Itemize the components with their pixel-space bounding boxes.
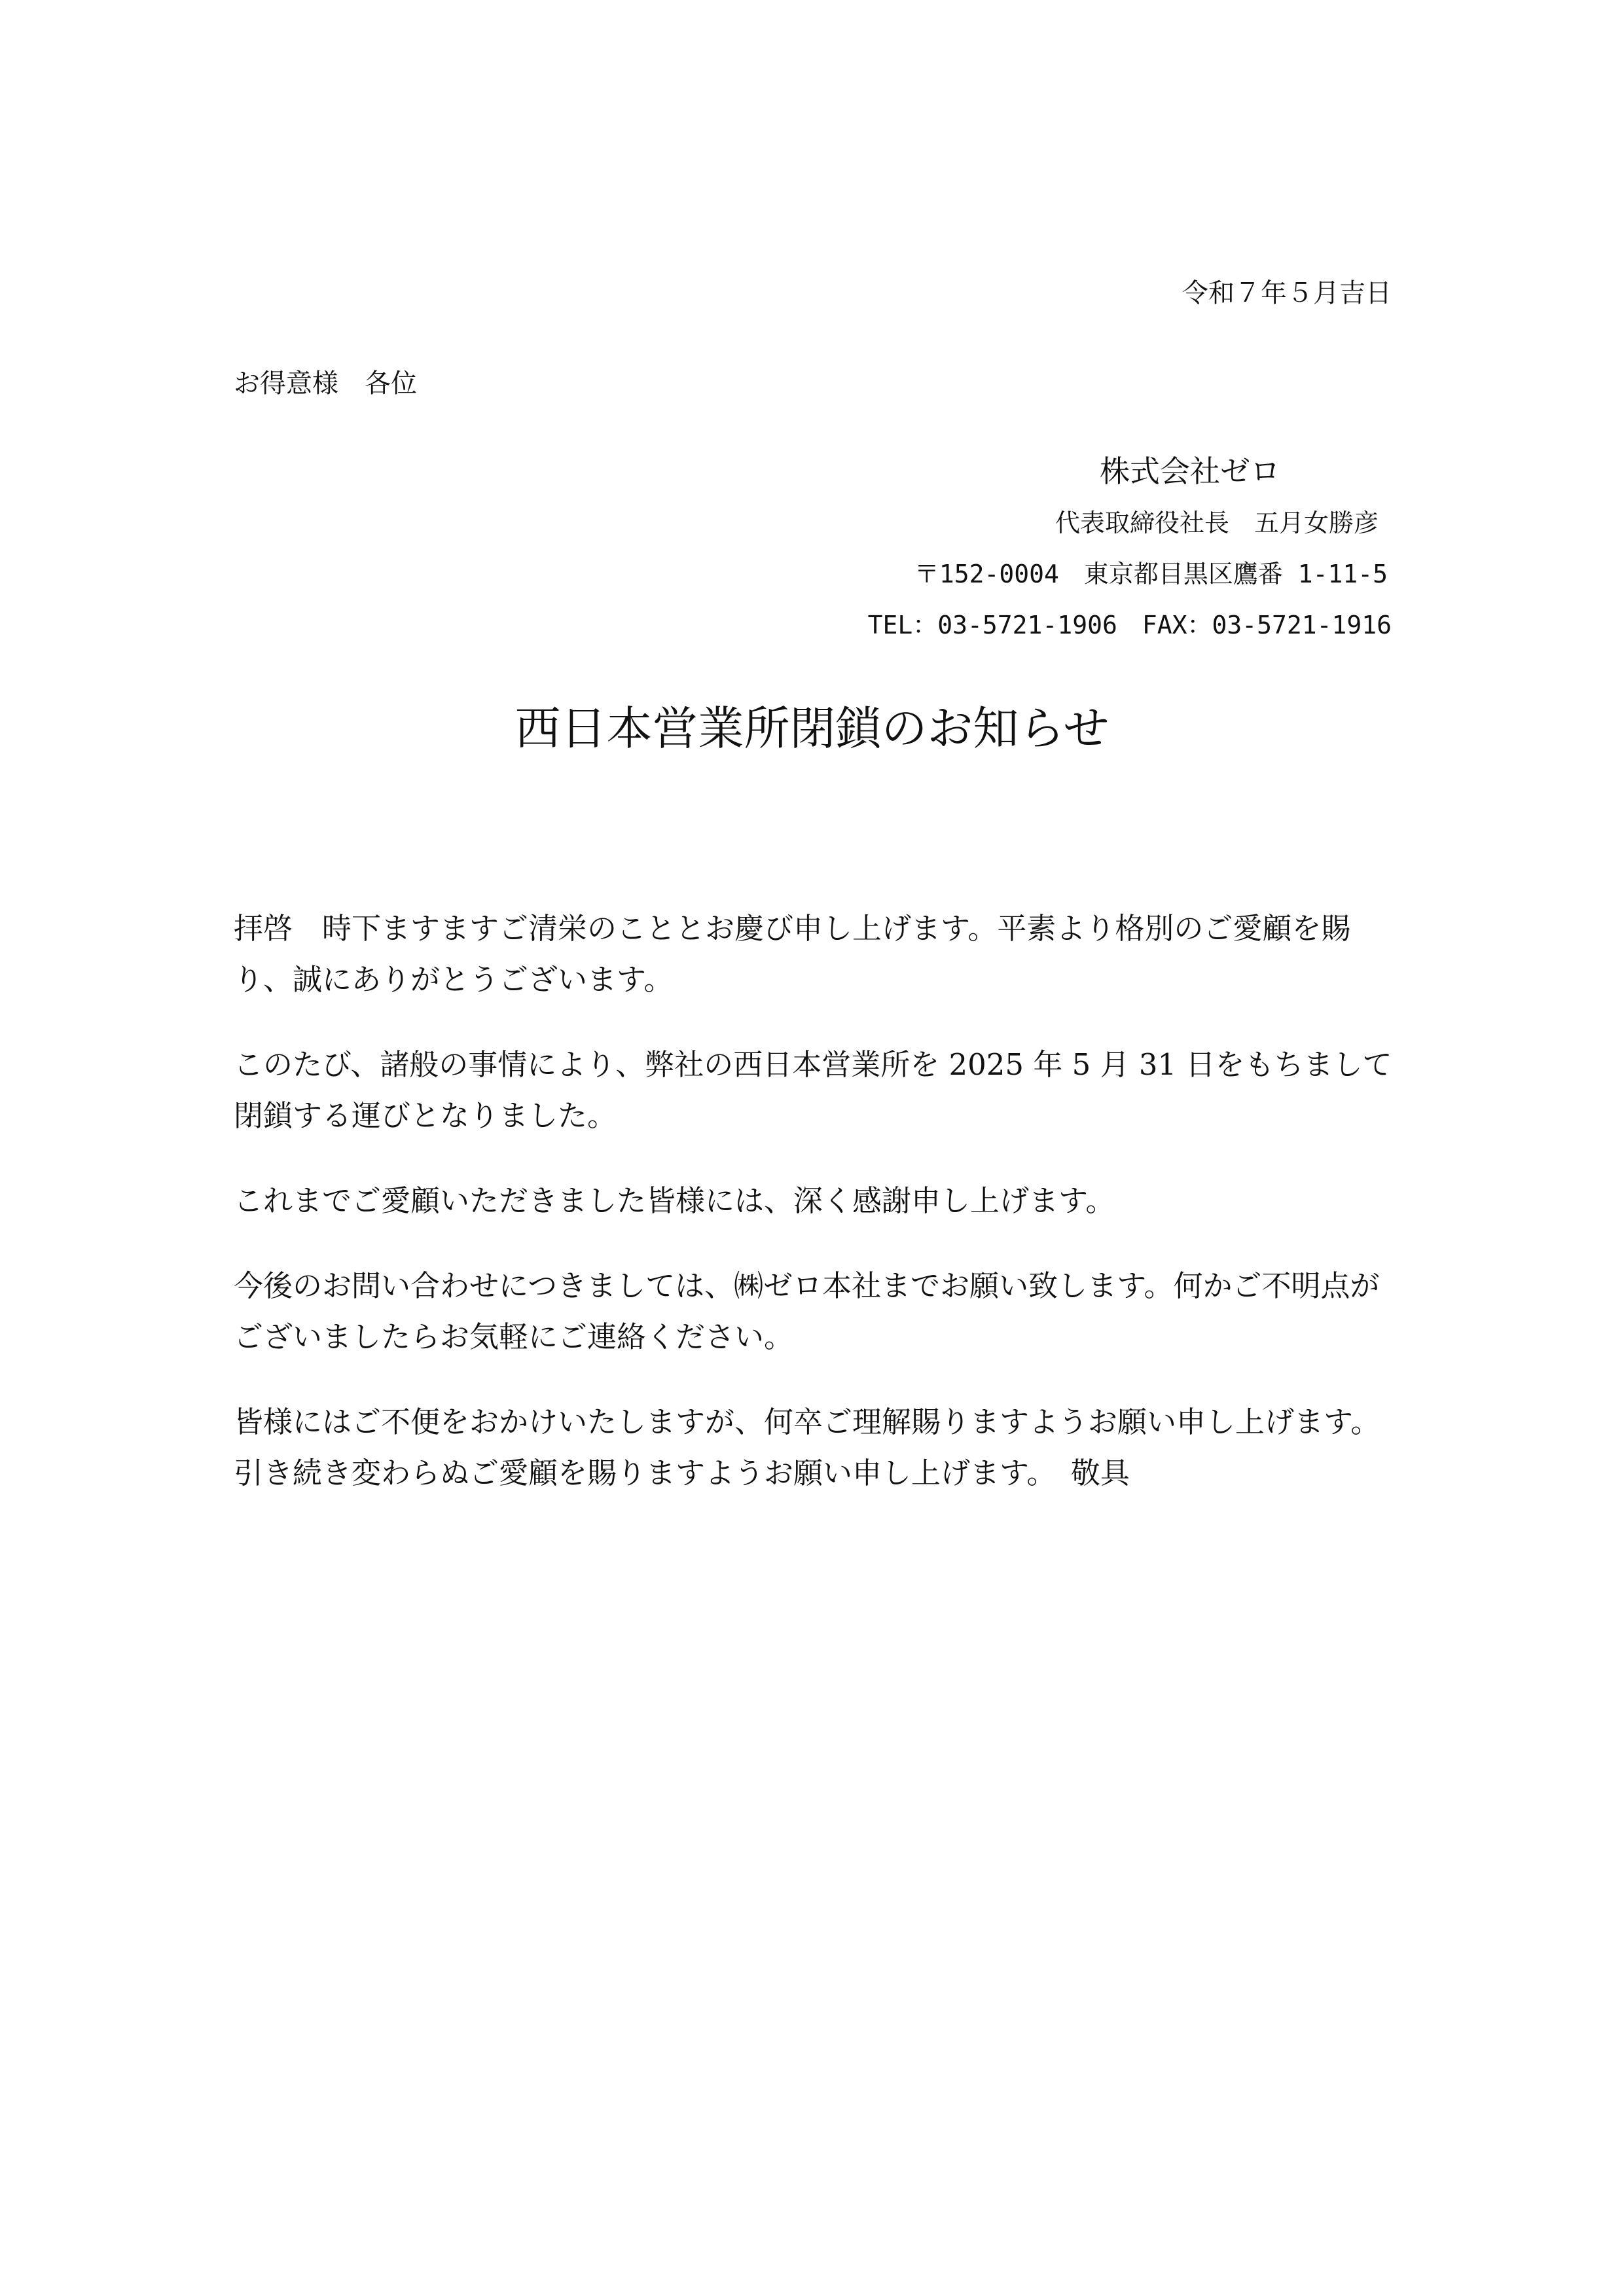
paragraph-closure-notice: このたび、諸般の事情により、弊社の西日本営業所を 2025 年 5 月 31 日をもちまして閉鎖する運びとなりました。 [234, 1047, 1392, 1133]
recipient: お得意様 各位 [234, 368, 417, 399]
issue-date: 令和７年５月吉日 [1182, 278, 1392, 308]
paragraph-inquiries: 今後のお問い合わせにつきましては、㈱ゼロ本社までお願い致します。何かご不明点がございましたらお気軽にご連絡ください。 [234, 1268, 1380, 1354]
paragraph-closing: 皆様にはご不便をおかけいたしますが、何卒ご理解賜りますようお願い申し上げます。引き続き変わらぬご愛顧を賜りますようお願い申し上げます。 敬具 [234, 1405, 1380, 1490]
document-title: 西日本営業所閉鎖のお知らせ [514, 702, 1110, 755]
sender-block [868, 450, 1392, 643]
paragraph-thanks: これまでご愛顧いただきました皆様には、深く感謝申し上げます。 [234, 1183, 1115, 1218]
paragraph-greeting: 拝啓 時下ますますご清栄のこととお慶び申し上げます。平素より格別のご愛顧を賜り、誠にありがとうございます。 [234, 911, 1351, 997]
address: 〒152-0004 東京都目黒区鷹番 1-11-5 [914, 560, 1388, 588]
contact-numbers: TEL：03-5721-1906 FAX：03-5721-1916 [867, 611, 1392, 639]
letter-body [234, 903, 1392, 1533]
company-name: 株式会社ゼロ [1100, 454, 1280, 489]
representative: 代表取締役社長 五月女勝彦 [1055, 509, 1379, 537]
